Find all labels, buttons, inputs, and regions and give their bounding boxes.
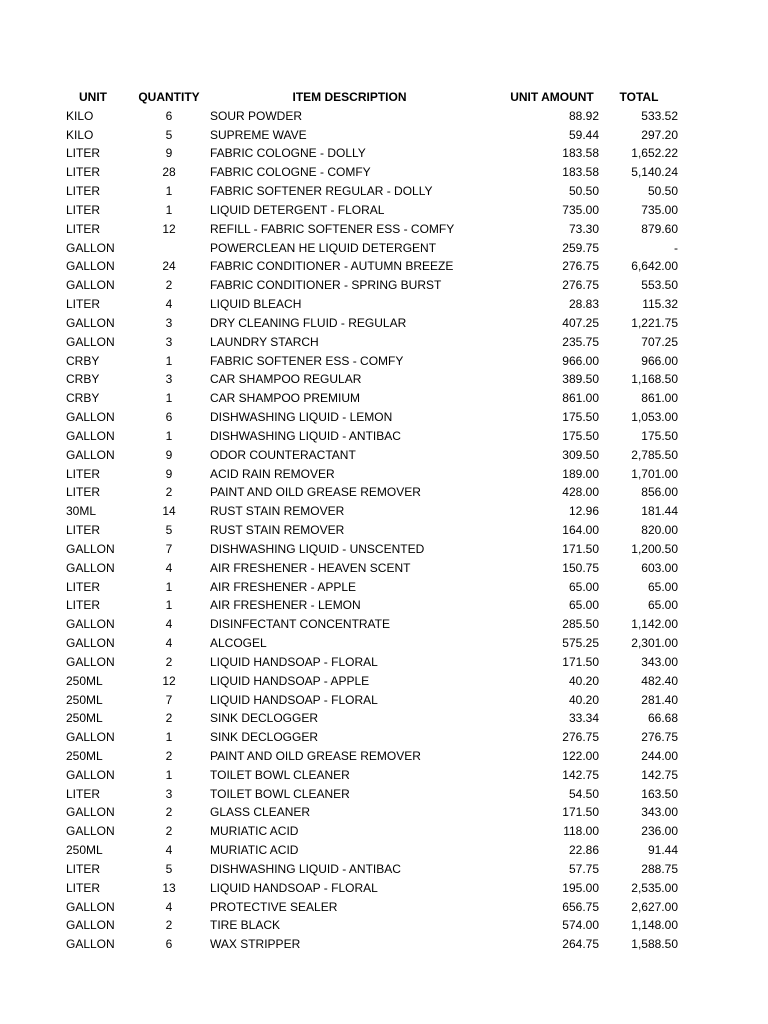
cell-unit-amount: 171.50	[562, 541, 599, 556]
cell-unit-amount: 40.20	[568, 673, 599, 688]
cell-item-description: GLASS CLEANER	[210, 805, 311, 820]
cell-total: 2,535.00	[631, 880, 678, 895]
cell-quantity: 1	[165, 598, 173, 613]
cell-quantity: 3	[165, 786, 173, 801]
table-row	[60, 107, 679, 126]
cell-item-description: TIRE BLACK	[210, 918, 281, 933]
cell-total: 175.50	[641, 428, 678, 443]
cell-quantity: 12	[162, 673, 176, 688]
cell-unit-amount: 428.00	[562, 485, 599, 500]
cell-quantity: 3	[165, 372, 173, 387]
cell-quantity: 4	[165, 560, 173, 575]
cell-unit: GALLON	[66, 560, 115, 575]
cell-item-description: DISHWASHING LIQUID - ANTIBAC	[210, 861, 401, 876]
cell-unit-amount: 59.44	[568, 127, 599, 142]
cell-item-description: ACID RAIN REMOVER	[210, 466, 335, 481]
cell-item-description: SINK DECLOGGER	[210, 711, 319, 726]
cell-total: 65.00	[647, 579, 678, 594]
column-header-unit-amount: UNIT AMOUNT	[510, 90, 594, 104]
cell-quantity: 1	[165, 353, 173, 368]
cell-unit: LITER	[66, 579, 101, 594]
cell-unit-amount: 264.75	[562, 937, 599, 952]
cell-unit-amount: 171.50	[562, 805, 599, 820]
cell-unit: CRBY	[66, 372, 100, 387]
cell-unit-amount: 65.00	[568, 598, 599, 613]
cell-unit: GALLON	[66, 636, 115, 651]
table-row	[60, 201, 679, 220]
cell-item-description: LIQUID HANDSOAP - APPLE	[210, 673, 370, 688]
cell-unit: 250ML	[66, 692, 103, 707]
cell-quantity: 7	[165, 541, 173, 556]
cell-unit: LITER	[66, 485, 101, 500]
cell-quantity: 14	[162, 504, 176, 519]
table-row	[60, 728, 679, 747]
table-row	[60, 220, 679, 239]
cell-unit: 250ML	[66, 711, 103, 726]
cell-item-description: LIQUID HANDSOAP - FLORAL	[210, 692, 378, 707]
cell-unit: GALLON	[66, 278, 115, 293]
cell-total: 1,053.00	[631, 410, 678, 425]
cell-total: 1,701.00	[631, 466, 678, 481]
cell-total: 343.00	[641, 654, 678, 669]
cell-total: 735.00	[641, 202, 678, 217]
cell-unit: KILO	[66, 108, 94, 123]
cell-unit: 250ML	[66, 748, 103, 763]
table-row	[60, 803, 679, 822]
column-header-item-description: ITEM DESCRIPTION	[292, 90, 407, 104]
cell-unit-amount: 175.50	[562, 410, 599, 425]
cell-item-description: DISHWASHING LIQUID - ANTIBAC	[210, 428, 401, 443]
cell-unit: LITER	[66, 202, 101, 217]
cell-total: 533.52	[641, 108, 678, 123]
cell-quantity: 12	[162, 221, 176, 236]
cell-quantity: 3	[165, 334, 173, 349]
table-row	[60, 691, 679, 710]
cell-total: -	[674, 240, 678, 255]
cell-quantity: 6	[165, 108, 173, 123]
table-row	[60, 747, 679, 766]
table-row	[60, 314, 679, 333]
cell-quantity: 1	[165, 730, 173, 745]
cell-quantity: 5	[165, 127, 173, 142]
cell-quantity: 2	[165, 824, 173, 839]
cell-unit: GALLON	[66, 541, 115, 556]
cell-unit: GALLON	[66, 805, 115, 820]
table-row	[60, 578, 679, 597]
table-row	[60, 182, 679, 201]
cell-total: 1,142.00	[631, 617, 678, 632]
table-row	[60, 935, 679, 954]
cell-quantity: 4	[165, 297, 173, 312]
cell-item-description: FABRIC COLOGNE - COMFY	[210, 165, 371, 180]
cell-item-description: POWERCLEAN HE LIQUID DETERGENT	[210, 240, 437, 255]
cell-total: 276.75	[641, 730, 678, 745]
cell-quantity: 3	[165, 315, 173, 330]
table-row	[60, 766, 679, 785]
table-row	[60, 144, 679, 163]
table-row	[60, 822, 679, 841]
cell-total: 1,148.00	[631, 918, 678, 933]
cell-unit-amount: 88.92	[568, 108, 599, 123]
cell-unit-amount: 57.75	[568, 861, 599, 876]
cell-unit-amount: 735.00	[562, 202, 599, 217]
cell-quantity: 6	[165, 410, 173, 425]
cell-unit: GALLON	[66, 240, 115, 255]
cell-quantity: 1	[165, 202, 173, 217]
cell-total: 1,652.22	[631, 146, 678, 161]
cell-unit-amount: 142.75	[562, 767, 599, 782]
table-row	[60, 276, 679, 295]
cell-unit: GALLON	[66, 730, 115, 745]
cell-unit-amount: 259.75	[562, 240, 599, 255]
cell-unit-amount: 656.75	[562, 899, 599, 914]
cell-total: 297.20	[641, 127, 678, 142]
cell-quantity: 24	[162, 259, 176, 274]
cell-quantity: 9	[165, 466, 173, 481]
table-row	[60, 879, 679, 898]
cell-unit: LITER	[66, 598, 101, 613]
cell-quantity: 5	[165, 861, 173, 876]
cell-total: 482.40	[641, 673, 678, 688]
cell-item-description: ALCOGEL	[210, 636, 267, 651]
cell-item-description: DISHWASHING LIQUID - LEMON	[210, 410, 393, 425]
table-row	[60, 427, 679, 446]
cell-item-description: ODOR COUNTERACTANT	[210, 447, 356, 462]
cell-unit-amount: 122.00	[562, 748, 599, 763]
cell-unit: LITER	[66, 146, 101, 161]
cell-quantity	[134, 239, 204, 258]
cell-unit: 250ML	[66, 843, 103, 858]
cell-unit-amount: 189.00	[562, 466, 599, 481]
cell-unit: GALLON	[66, 315, 115, 330]
cell-unit: LITER	[66, 786, 101, 801]
cell-item-description: LAUNDRY STARCH	[210, 334, 319, 349]
cell-unit-amount: 183.58	[562, 146, 599, 161]
table-row	[60, 295, 679, 314]
cell-unit: CRBY	[66, 391, 100, 406]
cell-unit-amount: 118.00	[563, 824, 599, 839]
cell-item-description: AIR FRESHENER - LEMON	[210, 598, 361, 613]
cell-quantity: 2	[165, 278, 173, 293]
cell-unit: CRBY	[66, 353, 100, 368]
cell-unit-amount: 235.75	[562, 334, 599, 349]
cell-item-description: AIR FRESHENER - HEAVEN SCENT	[210, 560, 411, 575]
cell-unit-amount: 40.20	[568, 692, 599, 707]
cell-item-description: FABRIC SOFTENER ESS - COMFY	[210, 353, 404, 368]
column-header-quantity: QUANTITY	[138, 90, 200, 104]
table-row	[60, 126, 679, 145]
table-row	[60, 465, 679, 484]
cell-unit-amount: 28.83	[568, 297, 599, 312]
cell-total: 861.00	[641, 391, 678, 406]
table-row	[60, 257, 679, 276]
cell-unit: GALLON	[66, 824, 115, 839]
cell-item-description: DRY CLEANING FLUID - REGULAR	[210, 315, 407, 330]
cell-unit-amount: 50.50	[568, 184, 599, 199]
cell-total: 2,627.00	[631, 899, 678, 914]
cell-quantity: 2	[165, 485, 173, 500]
cell-total: 50.50	[647, 184, 678, 199]
table-row	[60, 163, 679, 182]
cell-quantity: 13	[162, 880, 176, 895]
cell-quantity: 2	[165, 711, 173, 726]
cell-total: 343.00	[641, 805, 678, 820]
cell-unit: GALLON	[66, 259, 115, 274]
cell-item-description: AIR FRESHENER - APPLE	[210, 579, 357, 594]
table-row	[60, 446, 679, 465]
table-row	[60, 521, 679, 540]
cell-total: 65.00	[647, 598, 678, 613]
table-row	[60, 785, 679, 804]
table-row	[60, 540, 679, 559]
cell-item-description: TOILET BOWL CLEANER	[210, 767, 350, 782]
cell-total: 66.68	[647, 711, 678, 726]
cell-unit-amount: 276.75	[562, 278, 599, 293]
cell-item-description: LIQUID HANDSOAP - FLORAL	[210, 880, 378, 895]
cell-total: 5,140.24	[631, 165, 678, 180]
cell-total: 966.00	[641, 353, 678, 368]
cell-item-description: PAINT AND OILD GREASE REMOVER	[210, 485, 421, 500]
cell-item-description: FABRIC CONDITIONER - AUTUMN BREEZE	[210, 259, 454, 274]
table-row	[60, 916, 679, 935]
cell-quantity: 2	[165, 654, 173, 669]
cell-unit: GALLON	[66, 410, 115, 425]
cell-quantity: 1	[165, 428, 173, 443]
cell-unit: LITER	[66, 165, 101, 180]
cell-quantity: 2	[165, 805, 173, 820]
cell-item-description: PAINT AND OILD GREASE REMOVER	[210, 748, 421, 763]
cell-unit-amount: 171.50	[562, 654, 599, 669]
cell-unit: LITER	[66, 880, 101, 895]
cell-unit: LITER	[66, 466, 101, 481]
cell-unit: LITER	[66, 221, 101, 236]
cell-unit: GALLON	[66, 899, 115, 914]
cell-total: 91.44	[647, 843, 678, 858]
cell-unit-amount: 407.25	[562, 315, 599, 330]
table-row	[60, 653, 679, 672]
column-header-total: TOTAL	[619, 90, 659, 104]
cell-unit-amount: 73.30	[568, 221, 599, 236]
cell-unit-amount: 183.58	[562, 165, 599, 180]
table-row	[60, 615, 679, 634]
cell-unit: GALLON	[66, 334, 115, 349]
table-row	[60, 559, 679, 578]
cell-total: 288.75	[641, 861, 678, 876]
cell-quantity: 4	[165, 899, 173, 914]
cell-unit: 250ML	[66, 673, 103, 688]
cell-item-description: FABRIC CONDITIONER - SPRING BURST	[210, 278, 442, 293]
cell-unit: GALLON	[66, 918, 115, 933]
cell-unit: GALLON	[66, 617, 115, 632]
table-header-row	[60, 88, 679, 107]
cell-total: 707.25	[641, 334, 678, 349]
cell-item-description: CAR SHAMPOO PREMIUM	[210, 391, 361, 406]
cell-item-description: FABRIC COLOGNE - DOLLY	[210, 146, 366, 161]
cell-item-description: LIQUID BLEACH	[210, 297, 302, 312]
cell-item-description: RUST STAIN REMOVER	[210, 504, 345, 519]
cell-item-description: DISHWASHING LIQUID - UNSCENTED	[210, 541, 425, 556]
cell-quantity: 9	[165, 447, 173, 462]
cell-total: 6,642.00	[631, 259, 678, 274]
table-row	[60, 672, 679, 691]
cell-item-description: DISINFECTANT CONCENTRATE	[210, 617, 391, 632]
table-row	[60, 502, 679, 521]
cell-quantity: 1	[165, 767, 173, 782]
cell-item-description: SOUR POWDER	[210, 108, 303, 123]
cell-total: 142.75	[641, 767, 678, 782]
cell-item-description: MURIATIC ACID	[210, 843, 299, 858]
cell-item-description: WAX STRIPPER	[210, 937, 301, 952]
cell-unit-amount: 175.50	[562, 428, 599, 443]
cell-unit-amount: 285.50	[562, 617, 599, 632]
cell-item-description: CAR SHAMPOO REGULAR	[210, 372, 362, 387]
cell-quantity: 4	[165, 617, 173, 632]
cell-unit: LITER	[66, 523, 101, 538]
table-row	[60, 408, 679, 427]
cell-quantity: 9	[165, 146, 173, 161]
cell-quantity: 2	[165, 748, 173, 763]
cell-item-description: RUST STAIN REMOVER	[210, 523, 345, 538]
cell-unit: LITER	[66, 861, 101, 876]
table-row	[60, 709, 679, 728]
cell-unit: GALLON	[66, 937, 115, 952]
table-row	[60, 860, 679, 879]
cell-quantity: 6	[165, 937, 173, 952]
cell-total: 820.00	[641, 523, 678, 538]
cell-unit: LITER	[66, 297, 101, 312]
cell-quantity: 2	[165, 918, 173, 933]
cell-unit-amount: 276.75	[562, 730, 599, 745]
cell-unit: GALLON	[66, 654, 115, 669]
table-row	[60, 596, 679, 615]
table-row	[60, 370, 679, 389]
cell-unit-amount: 276.75	[562, 259, 599, 274]
cell-quantity: 7	[165, 692, 173, 707]
table-body	[60, 107, 679, 954]
cell-unit-amount: 12.96	[568, 504, 599, 519]
cell-unit-amount: 164.00	[562, 523, 599, 538]
table-row	[60, 898, 679, 917]
cell-total: 244.00	[641, 748, 678, 763]
cell-item-description: LIQUID DETERGENT - FLORAL	[210, 202, 385, 217]
cell-total: 2,785.50	[631, 447, 678, 462]
cell-total: 163.50	[641, 786, 678, 801]
cell-total: 1,221.75	[631, 315, 678, 330]
cell-unit: KILO	[66, 127, 94, 142]
cell-unit-amount: 389.50	[562, 372, 599, 387]
cell-item-description: REFILL - FABRIC SOFTENER ESS - COMFY	[210, 221, 455, 236]
cell-total: 1,588.50	[631, 937, 678, 952]
cell-quantity: 4	[165, 843, 173, 858]
cell-unit: GALLON	[66, 447, 115, 462]
cell-unit-amount: 574.00	[562, 918, 599, 933]
table-row	[60, 352, 679, 371]
cell-total: 1,168.50	[631, 372, 678, 387]
cell-total: 115.32	[642, 297, 678, 312]
cell-item-description: PROTECTIVE SEALER	[210, 899, 338, 914]
cell-unit-amount: 861.00	[562, 391, 599, 406]
cell-quantity: 1	[165, 579, 173, 594]
cell-total: 879.60	[641, 221, 678, 236]
cell-item-description: SINK DECLOGGER	[210, 730, 319, 745]
cell-unit-amount: 575.25	[562, 636, 599, 651]
cell-unit-amount: 966.00	[562, 353, 599, 368]
cell-unit-amount: 33.34	[568, 711, 599, 726]
table-row	[60, 483, 679, 502]
cell-unit-amount: 54.50	[568, 786, 599, 801]
cell-unit-amount: 150.75	[562, 560, 599, 575]
cell-total: 856.00	[641, 485, 678, 500]
cell-quantity: 1	[165, 184, 173, 199]
cell-quantity: 28	[162, 165, 176, 180]
cell-total: 181.44	[641, 504, 678, 519]
inventory-table	[60, 88, 679, 954]
table-row	[60, 333, 679, 352]
table-row	[60, 389, 679, 408]
cell-total: 603.00	[641, 560, 678, 575]
cell-unit-amount: 309.50	[562, 447, 599, 462]
cell-quantity: 5	[165, 523, 173, 538]
table-row	[60, 634, 679, 653]
cell-item-description: SUPREME WAVE	[210, 127, 307, 142]
cell-unit-amount: 22.86	[568, 843, 599, 858]
cell-unit: GALLON	[66, 767, 115, 782]
table-row	[60, 841, 679, 860]
column-header-unit: UNIT	[79, 90, 107, 104]
cell-unit: 30ML	[66, 504, 97, 519]
cell-unit-amount: 195.00	[562, 880, 599, 895]
cell-total: 1,200.50	[631, 541, 678, 556]
cell-unit: LITER	[66, 184, 101, 199]
cell-total: 281.40	[641, 692, 678, 707]
table-row	[60, 239, 679, 258]
cell-unit: GALLON	[66, 428, 115, 443]
cell-total: 553.50	[641, 278, 678, 293]
cell-item-description: LIQUID HANDSOAP - FLORAL	[210, 654, 378, 669]
cell-total: 2,301.00	[631, 636, 678, 651]
cell-quantity: 1	[165, 391, 173, 406]
cell-item-description: FABRIC SOFTENER REGULAR - DOLLY	[210, 184, 433, 199]
cell-item-description: MURIATIC ACID	[210, 824, 299, 839]
cell-unit-amount: 65.00	[568, 579, 599, 594]
cell-item-description: TOILET BOWL CLEANER	[210, 786, 350, 801]
cell-total: 236.00	[641, 824, 678, 839]
cell-quantity: 4	[165, 636, 173, 651]
